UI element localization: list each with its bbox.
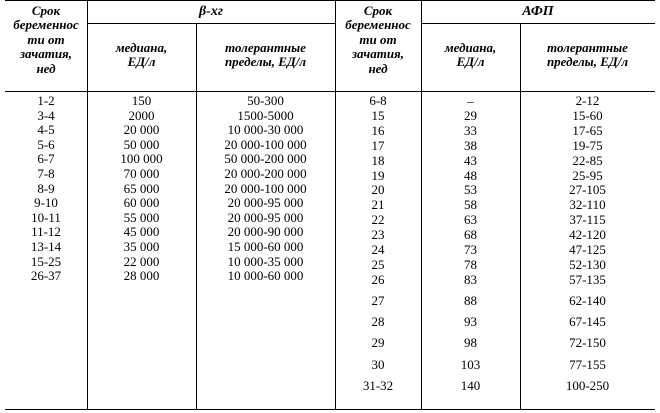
limits-cell: 100-250 xyxy=(565,377,610,393)
limits-cell: 10 000-60 000 xyxy=(227,268,304,284)
term-cell: 15 xyxy=(371,107,385,123)
median-cell: 63 xyxy=(464,212,477,228)
limits-cell: 20 000-100 000 xyxy=(224,136,307,152)
table-row xyxy=(5,109,655,122)
median-cell: 2000 xyxy=(128,107,155,123)
median-cell: 103 xyxy=(460,356,481,372)
limits-cell: 20 000-90 000 xyxy=(227,224,304,240)
limits-cell: 50-300 xyxy=(247,93,284,108)
bhcg-group-title: β-хг xyxy=(198,4,223,19)
limits-cell: 37-115 xyxy=(569,212,606,228)
median-cell: 65 000 xyxy=(123,180,160,196)
term-cell: 20 xyxy=(371,182,385,198)
data-table xyxy=(5,0,655,410)
term-cell: 28 xyxy=(371,314,385,330)
median-header: медиана, ЕД/л xyxy=(444,40,497,70)
term-cell: 21 xyxy=(371,197,385,213)
median-cell: 100 000 xyxy=(120,151,163,167)
median-cell: 43 xyxy=(464,152,477,168)
term-cell: 25 xyxy=(371,256,385,272)
median-cell: 78 xyxy=(464,256,477,272)
table-row xyxy=(5,136,655,153)
table-row xyxy=(5,336,655,349)
limits-cell: 1500-5000 xyxy=(237,107,294,123)
term-cell: 15-25 xyxy=(30,253,62,269)
median-cell: 35 000 xyxy=(123,239,160,254)
limits-cell: 67-145 xyxy=(569,314,606,330)
limits-cell: 10 000-30 000 xyxy=(227,122,304,138)
median-cell: 48 xyxy=(464,167,477,183)
term-cell: 23 xyxy=(371,227,385,243)
limits-cell: 15 000-60 000 xyxy=(227,239,304,254)
term-cell: 31-32 xyxy=(362,377,394,393)
limits-cell: 77-155 xyxy=(569,356,606,372)
limits-header: толерантные пределы, ЕД/л xyxy=(546,40,629,70)
term-cell: 27 xyxy=(371,293,385,308)
table-row xyxy=(5,379,655,392)
table-row xyxy=(5,294,655,307)
limits-cell: 50 000-200 000 xyxy=(224,151,307,167)
limits-cell: 27-105 xyxy=(569,182,606,198)
term-header: Срок беременнос ти от зачатия, нед xyxy=(13,3,79,76)
limits-cell: 19-75 xyxy=(572,137,603,153)
term-cell: 3-4 xyxy=(37,107,55,123)
header-bottom-rule xyxy=(5,91,655,92)
median-cell: 68 xyxy=(464,227,477,243)
median-cell: _ xyxy=(467,89,474,104)
term-cell: 18 xyxy=(371,152,385,168)
table-row xyxy=(5,180,655,198)
table-row xyxy=(5,195,655,213)
median-cell: 55 000 xyxy=(123,209,160,225)
term-cell: 30 xyxy=(371,356,385,372)
median-cell: 29 xyxy=(464,107,477,123)
term-cell: 19 xyxy=(371,167,385,183)
limits-cell: 72-150 xyxy=(569,335,606,351)
term-cell: 1-2 xyxy=(37,93,55,108)
median-header: медиана, ЕД/л xyxy=(115,40,168,70)
median-cell: 83 xyxy=(464,271,477,287)
table-row xyxy=(5,89,655,108)
term-cell: 26-37 xyxy=(30,268,62,284)
term-header: Срок беременнос ти от зачатия, нед xyxy=(345,3,411,76)
median-cell: 33 xyxy=(464,122,477,138)
table-row xyxy=(5,358,655,371)
median-cell: 88 xyxy=(464,293,477,308)
limits-cell: 20 000-100 000 xyxy=(224,180,307,196)
limits-cell: 15-60 xyxy=(572,107,603,123)
term-cell: 17 xyxy=(371,137,385,153)
limits-cell: 20 000-200 000 xyxy=(224,166,307,181)
table-row xyxy=(5,273,655,286)
median-cell: 20 000 xyxy=(123,122,160,138)
limits-cell: 2-12 xyxy=(575,93,600,108)
term-cell: 13-14 xyxy=(30,239,62,254)
table-row xyxy=(5,228,655,241)
limits-cell: 57-135 xyxy=(569,271,606,287)
limits-cell: 32-110 xyxy=(569,197,606,213)
group-header-divider xyxy=(421,23,655,24)
median-cell: 140 xyxy=(460,377,481,393)
median-cell: 38 xyxy=(464,137,477,153)
median-cell: 70 000 xyxy=(123,166,160,181)
group-header-divider xyxy=(87,23,335,24)
afp-group-title: АФП xyxy=(522,4,554,19)
median-cell: 50 000 xyxy=(123,136,160,152)
limits-cell: 52-130 xyxy=(569,256,606,272)
median-cell: 45 000 xyxy=(123,224,160,240)
median-cell: 53 xyxy=(464,182,477,198)
term-cell: 22 xyxy=(371,212,385,228)
limits-cell: 20 000-95 000 xyxy=(227,209,304,225)
table-row xyxy=(5,124,655,137)
limits-header: толерантные пределы, ЕД/л xyxy=(224,40,307,70)
term-cell: 5-6 xyxy=(37,136,55,152)
table-row xyxy=(5,258,655,271)
term-cell: 10-11 xyxy=(31,209,61,225)
term-cell: 24 xyxy=(371,242,385,257)
median-cell: 58 xyxy=(464,197,477,213)
limits-cell: 42-120 xyxy=(569,227,606,243)
median-cell: 73 xyxy=(464,242,477,257)
median-cell: 28 000 xyxy=(123,268,160,284)
table-row xyxy=(5,209,655,228)
table-row xyxy=(5,166,655,183)
term-cell: 8-9 xyxy=(37,180,55,196)
term-cell: 9-10 xyxy=(34,195,58,211)
term-cell: 29 xyxy=(371,335,385,351)
table-row xyxy=(5,151,655,168)
term-cell: 6-7 xyxy=(37,151,55,167)
term-cell: 6-8 xyxy=(369,93,387,108)
limits-cell: 25-95 xyxy=(572,167,603,183)
median-cell: 60 000 xyxy=(123,195,160,211)
limits-cell: 47-125 xyxy=(569,242,606,257)
term-cell: 26 xyxy=(371,271,385,287)
median-cell: 22 000 xyxy=(123,253,160,269)
table-row xyxy=(5,243,655,256)
limits-cell: 20 000-95 000 xyxy=(227,195,304,211)
term-cell: 11-12 xyxy=(31,224,61,240)
median-cell: 93 xyxy=(464,314,477,330)
table-row xyxy=(5,315,655,328)
term-cell: 16 xyxy=(371,122,385,138)
term-cell: 4-5 xyxy=(37,122,55,138)
limits-cell: 17-65 xyxy=(572,122,603,138)
limits-cell: 22-85 xyxy=(572,152,603,168)
median-cell: 98 xyxy=(464,335,477,351)
limits-cell: 10 000-35 000 xyxy=(227,253,304,269)
median-cell: 150 xyxy=(131,93,152,108)
limits-cell: 62-140 xyxy=(569,293,606,308)
term-cell: 7-8 xyxy=(37,166,55,181)
